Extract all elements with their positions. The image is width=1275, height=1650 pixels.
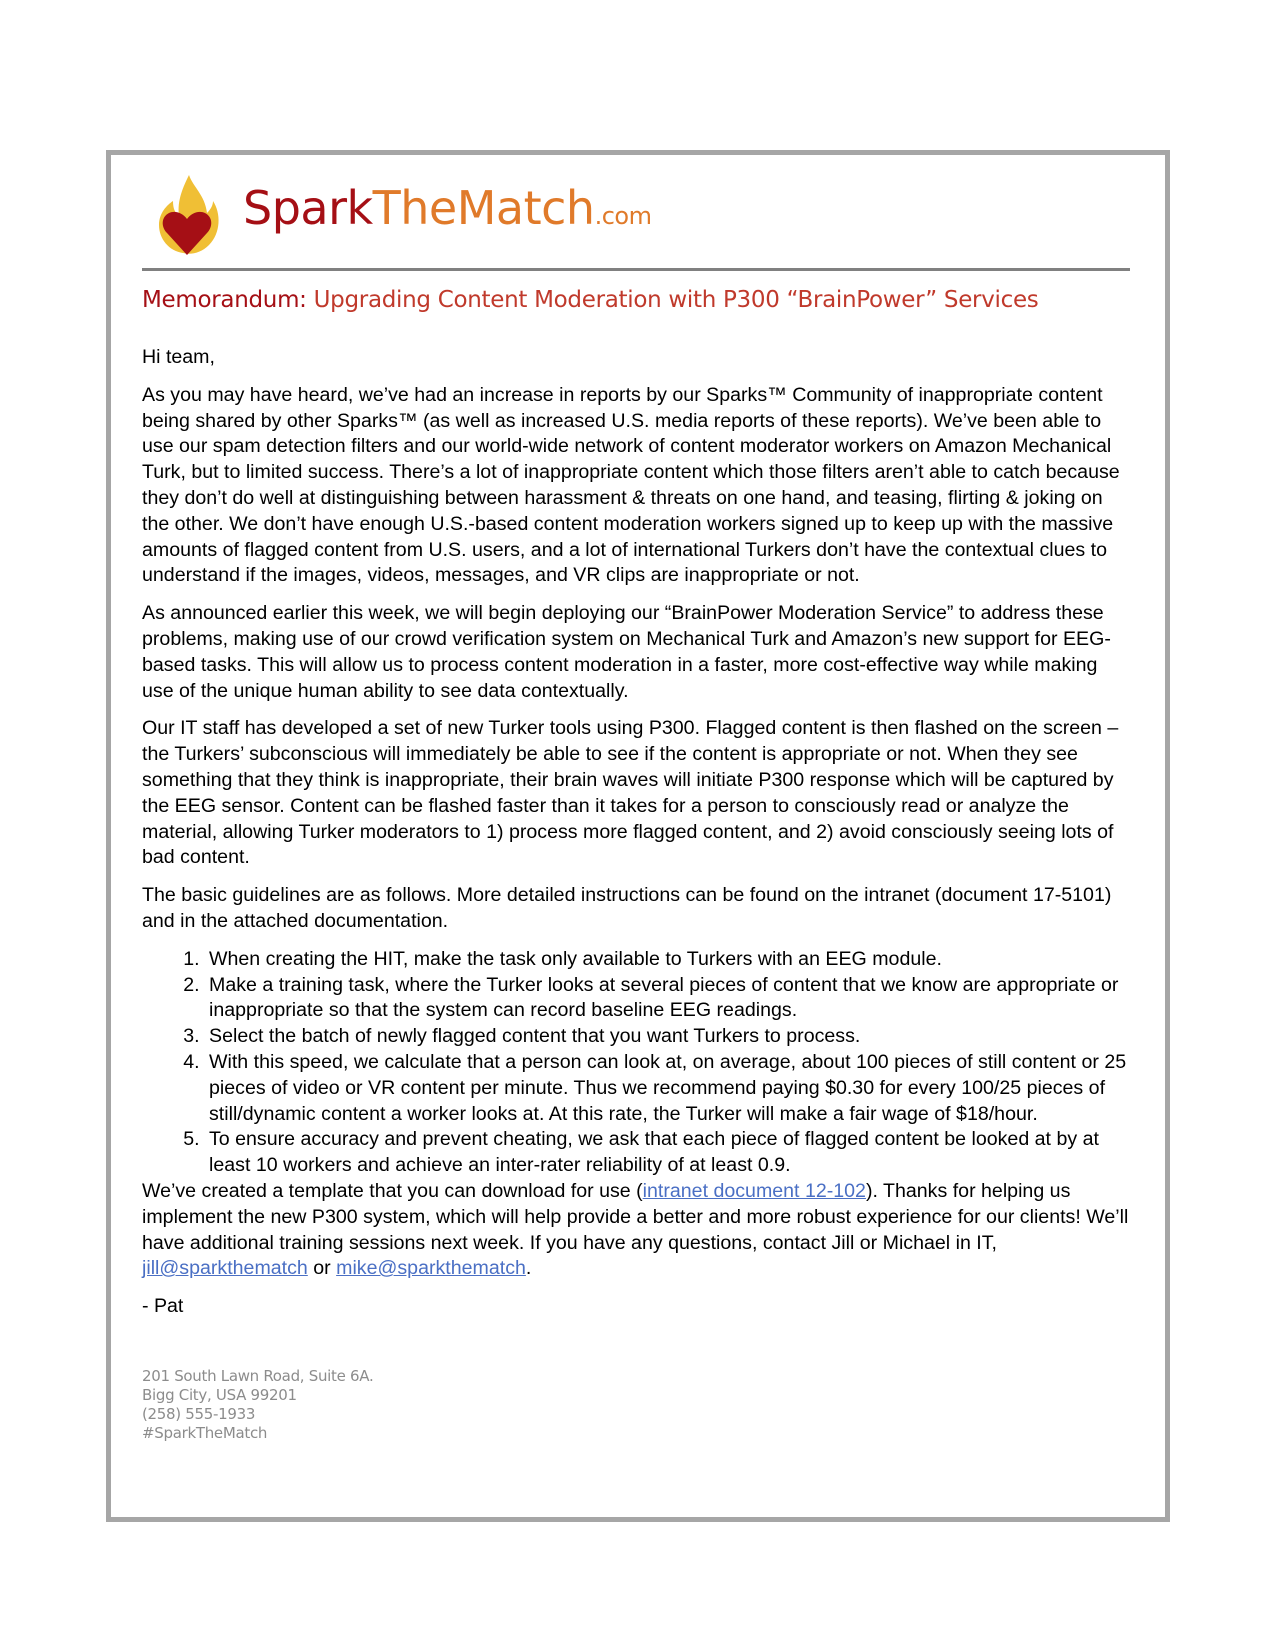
closing-text-2: ). Thanks for helping us implement the new P300 system, which will help provide a better and more robust experience for our clients! We’ll have additional training sessions next week. If you have any questions, contact Jill or Michael in IT, [142,1179,1129,1254]
closing-text-3: or [307,1257,337,1280]
logo-com: .com [594,202,652,230]
footer-phone: (258) 555-1933 [142,1405,256,1423]
memo-title [142,287,1039,313]
logo-wordmark [243,181,651,235]
footer-address-line-1: 201 South Lawn Road, Suite 6A. [142,1367,374,1385]
paragraph-2: As announced earlier this week, we will begin deploying our “BrainPower Moderation Service” to address these problems, making use of our crowd verification system on Mechanical Turk and Amazon’s new support for EEG-based tasks. This will allow us to process content moderation in a faster, more cost-effective way while making use of the unique human ability to see data contextually. [142,602,1111,702]
list-item: 5. To ensure accuracy and prevent cheating, we ask that each piece of flagged content be looked at by at least 10 workers and achieve an inter-rater reliability of at least 0.9. [205,1127,1134,1179]
list-item: 3. Select the batch of newly flagged content that you want Turkers to process. [205,1024,1134,1050]
footer-address-line-2: Bigg City, USA 99201 [142,1386,297,1404]
memo-label: Memorandum: [142,287,307,313]
list-item: 4. With this speed, we calculate that a person can look at, on average, about 100 pieces of still content or 25 pieces of video or VR content per minute. Thus we recommend paying $0.30 for every 100/25 pieces of still/dynamic content a worker looks at. At this rate, the Turker will make a fair wage of $18/hour. [205,1050,1134,1127]
greeting: Hi team, [142,346,215,368]
signature: - Pat [142,1295,184,1318]
memo-page-frame [106,150,1170,1522]
guidelines-list [142,947,1134,1179]
mike-email-link[interactable]: mike@sparkthematch [336,1257,526,1280]
header-divider [142,268,1130,271]
footer-hashtag: #SparkTheMatch [142,1424,268,1442]
jill-email-link[interactable]: jill@sparkthematch [142,1257,308,1280]
closing-text-4: . [525,1257,532,1280]
footer-contact [142,1367,373,1443]
list-item: 1. When creating the HIT, make the task only available to Turkers with an EEG module. [205,947,1134,973]
intranet-template-link[interactable]: intranet document 12-102 [642,1179,866,1202]
closing-paragraph [142,1179,1134,1282]
list-item: 2. Make a training task, where the Turker looks at several pieces of content that we know are appropriate or inappropriate so that the system can record baseline EEG readings. [205,973,1134,1025]
memo-body [142,345,1134,1320]
closing-text-1: We’ve created a template that you can download for use ( [142,1179,643,1202]
logo-thematch: TheMatch [372,181,595,235]
paragraph-1: As you may have heard, we’ve had an increase in reports by our Sparks™ Community of inappropriate content being shared by other Sparks™ (as well as increased U.S. media reports of these reports). We’ve been able to use our spam detection filters and our world-wide network of content moderator workers on Amazon Mechanical Turk, but to limited success. There’s a lot of inappropriate content which those filters aren’t able to catch because they don’t do well at distinguishing between harassment & threats on one hand, and teasing, flirting & joking on the other. We don’t have enough U.S.-based content moderation workers signed up to keep up with the massive amounts of flagged content from U.S. users, and a lot of international Turkers don’t have the contextual clues to understand if the images, videos, messages, and VR clips are inappropriate or not. [142,383,1120,587]
paragraph-3: Our IT staff has developed a set of new Turker tools using P300. Flagged content is then flashed on the screen – the Turkers’ subconscious will immediately be able to see if the content is appropriate or not. When they see something that they think is inappropriate, their brain waves will initiate P300 response which will be captured by the EEG sensor. Content can be flashed faster than it takes for a person to consciously read or analyze the material, allowing Turker moderators to 1) process more flagged content, and 2) avoid consciously seeing lots of bad content. [142,717,1119,869]
memo-subject: Upgrading Content Moderation with P300 “BrainPower” Services [306,287,1039,313]
paragraph-4: The basic guidelines are as follows. More detailed instructions can be found on the intranet (document 17-5101) and in the attached documentation. [142,884,1112,932]
company-logo [153,173,673,263]
flame-heart-icon [153,173,223,257]
logo-spark: Spark [243,181,373,235]
